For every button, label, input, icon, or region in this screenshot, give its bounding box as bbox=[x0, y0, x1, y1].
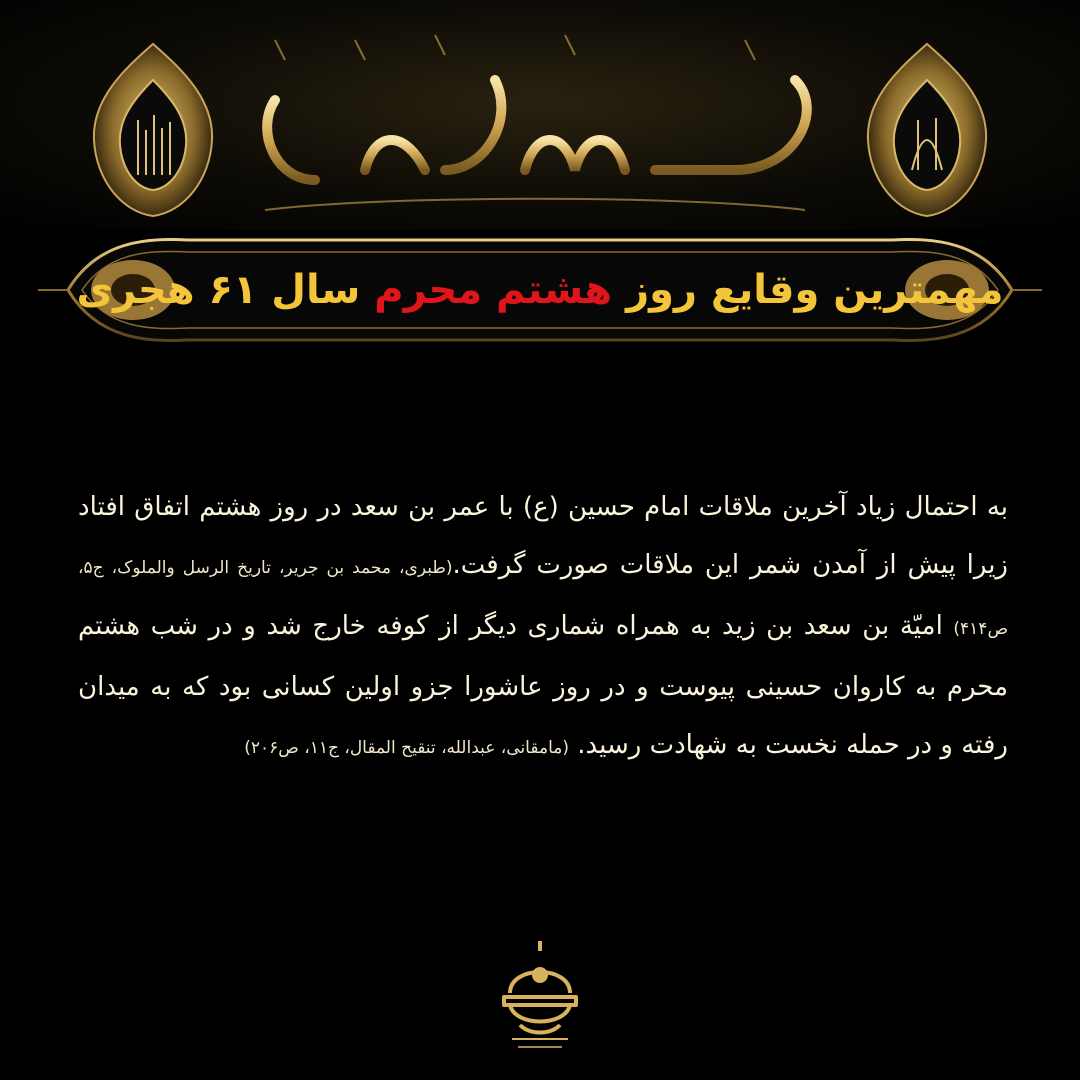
calligraphy-title bbox=[235, 20, 835, 220]
title-part-day: هشتم محرم bbox=[374, 267, 613, 313]
title-part-events: مهمترین وقایع روز bbox=[626, 267, 1004, 313]
calligraphy-medallion-icon bbox=[862, 40, 992, 220]
citation-1: (طبری، محمد بن جریر، تاریخ الرسل والملوک، ج۵، ص۴۱۴) bbox=[78, 558, 1009, 639]
article-body bbox=[78, 478, 1008, 777]
paragraph-2: امیّة بن سعد بن زید به همراه شماری دیگر از کوفه خارج شد و در شب هشتم محرم به کاروان حسینی پیوست و در روز عاشورا جزو اولین کسانی بود که به میدان رفته و در حمله نخست به شهادت رسید. bbox=[78, 611, 1008, 760]
paragraph-1: به احتمال زیاد آخرین ملاقات امام حسین (ع) با عمر بن سعد در روز هشتم اتفاق افتاد زیرا پیش از آمدن شمر این ملاقات صورت گرفت. bbox=[78, 492, 1008, 580]
citation-2: (مامقانی، عبدالله، تنقیح المقال، ج۱۱، ص۲۰۶) bbox=[244, 738, 569, 758]
title-part-year: سال ۶۱ هجری bbox=[76, 267, 361, 313]
organization-logo-icon bbox=[490, 935, 590, 1065]
page-title bbox=[76, 232, 1004, 348]
title-banner bbox=[38, 232, 1042, 348]
calligraphy-medallion-icon bbox=[88, 40, 218, 220]
header-banner bbox=[0, 0, 1080, 230]
